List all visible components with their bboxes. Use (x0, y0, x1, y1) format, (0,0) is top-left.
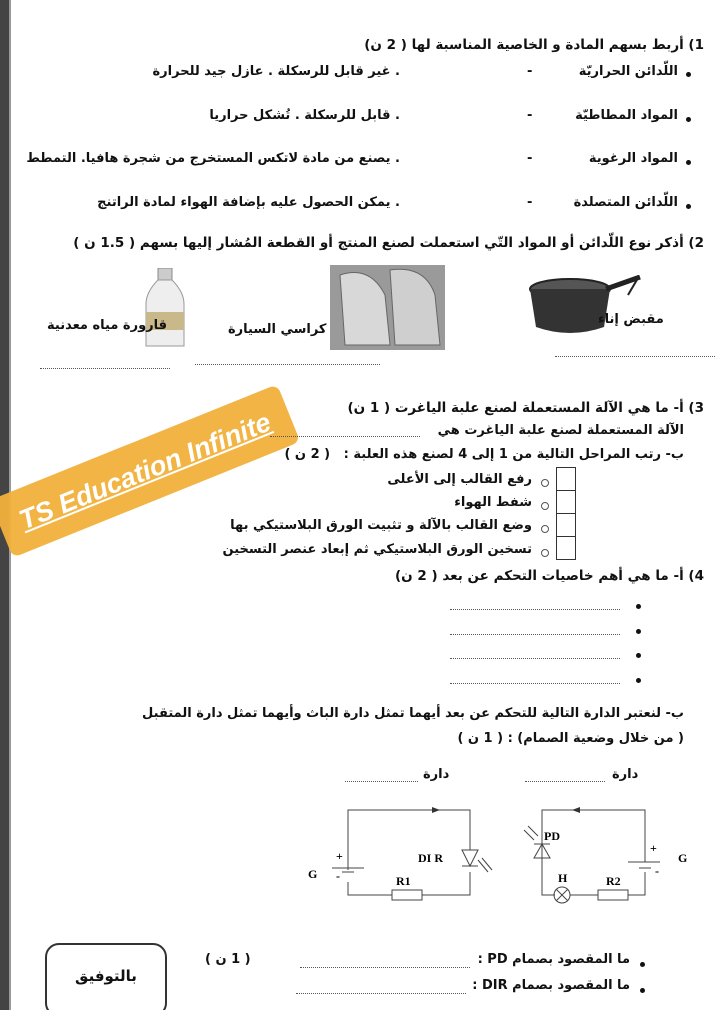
minus-sign: - (336, 869, 340, 883)
material: اللّدائن الحراريّة (578, 64, 678, 79)
emitter-circuit-diagram (300, 800, 500, 915)
good-luck-box: بالتوفيق (45, 943, 167, 1010)
bullet (640, 962, 645, 967)
property: . قابل للرسكلة . تُشكل حراريا (209, 108, 400, 123)
bullet (640, 988, 645, 993)
receiver-circuit-diagram (500, 800, 700, 915)
answer-line[interactable] (296, 993, 466, 994)
dash: - (527, 151, 533, 166)
q1-title: 1) أربط بسهم المادة و الخاصية المناسبة لها ( 2 ن) (364, 37, 704, 53)
q4b-line2: ( من خلال وضعية الصمام) : ( 1 ن ) (457, 731, 684, 746)
dash: - (527, 195, 533, 210)
answer-line[interactable] (40, 368, 170, 369)
answer-line[interactable] (450, 658, 620, 659)
bottle-image (140, 268, 190, 348)
bullet (686, 160, 691, 165)
label-R2: R2 (606, 874, 621, 888)
bullet (636, 653, 641, 658)
step: شفط الهواء (454, 495, 532, 510)
label-car-seats: كراسي السيارة (228, 322, 327, 337)
pd-question: ما المقصود بصمام PD : (477, 952, 630, 967)
dir-question: ما المقصود بصمام DIR : (472, 978, 630, 993)
label-bottle: قارورة مياه معدنية (47, 318, 168, 333)
dash: - (527, 64, 533, 79)
minus-sign: - (655, 864, 659, 878)
watermark-banner: TS Education Infinite (0, 384, 300, 558)
property: . يمكن الحصول عليه بإضافة الهواء لمادة الراتنج (97, 195, 400, 210)
bullet (686, 204, 691, 209)
q3a-title: 3) أ- ما هي الآلة المستعملة لصنع علبة الياغرت ( 1 ن) (347, 400, 704, 416)
answer-line[interactable] (270, 436, 420, 437)
answer-line[interactable] (450, 683, 620, 684)
q2-title: 2) أذكر نوع اللّدائن أو المواد التّي استعملت لصنع المنتج أو القطعة المُشار إليها بسهم ( 1.5 ن ) (73, 235, 704, 251)
order-box[interactable] (556, 467, 576, 491)
answer-line[interactable] (555, 356, 715, 357)
step: وضع القالب بالآلة و تثبيت الورق البلاستيكي بها (230, 518, 532, 533)
points-label: ( 1 ن ) (205, 952, 251, 967)
label-R1: R1 (396, 874, 411, 888)
step: تسخين الورق البلاستيكي ثم إبعاد عنصر التسخين (222, 542, 532, 557)
material: المواد المطاطيّة (575, 108, 678, 123)
material: المواد الرغوية (588, 151, 678, 166)
bullet (686, 72, 691, 77)
circuit-label-left: دارة (423, 767, 450, 782)
circle-bullet (541, 525, 549, 533)
label-pot-handle: مقبض إناء (598, 312, 664, 327)
plus-sign: + (336, 849, 343, 863)
q3b-title: ب- رتب المراحل التالية من 1 إلى 4 لصنع هذه العلبة : ( 2 ن ) (284, 447, 684, 462)
circle-bullet (541, 549, 549, 557)
circuit-label-right: دارة (612, 767, 639, 782)
pot-image (520, 275, 650, 340)
label-PD: PD (544, 829, 560, 843)
order-box[interactable] (556, 536, 576, 560)
bullet (636, 604, 641, 609)
answer-line[interactable] (345, 781, 418, 782)
order-box[interactable] (556, 513, 576, 537)
property: . يصنع من مادة لاتكس المستخرج من شجرة هافيا. التمطط (26, 151, 400, 166)
q3a-answer-prompt: الآلة المستعملة لصنع علبة الياغرت هي (437, 423, 684, 438)
answer-line[interactable] (450, 634, 620, 635)
answer-line[interactable] (300, 967, 470, 968)
circle-bullet (541, 502, 549, 510)
property: . غير قابل للرسكلة . عازل جيد للحرارة (152, 64, 400, 79)
label-G: G (678, 851, 688, 865)
plus-sign: + (650, 841, 657, 855)
label-G: G (308, 867, 318, 881)
label-H: H (558, 871, 568, 885)
bullet (636, 678, 641, 683)
bullet (686, 117, 691, 122)
answer-line[interactable] (195, 364, 380, 365)
answer-line[interactable] (525, 781, 605, 782)
label-DIR: DI R (418, 851, 444, 865)
dash: - (527, 108, 533, 123)
order-box[interactable] (556, 490, 576, 514)
answer-line[interactable] (450, 609, 620, 610)
circle-bullet (541, 479, 549, 487)
material: اللّدائن المتصلدة (573, 195, 678, 210)
car-seats-image (330, 265, 445, 350)
bullet (636, 629, 641, 634)
q4b-line1: ب- لنعتبر الدارة التالية للتحكم عن بعد أيهما تمثل دارة الباث وأيهما تمثل دارة المتقبل (142, 706, 684, 721)
step: رفع القالب إلى الأعلى (387, 472, 532, 487)
q4a-title: 4) أ- ما هي أهم خاصيات التحكم عن بعد ( 2 ن) (394, 568, 704, 584)
